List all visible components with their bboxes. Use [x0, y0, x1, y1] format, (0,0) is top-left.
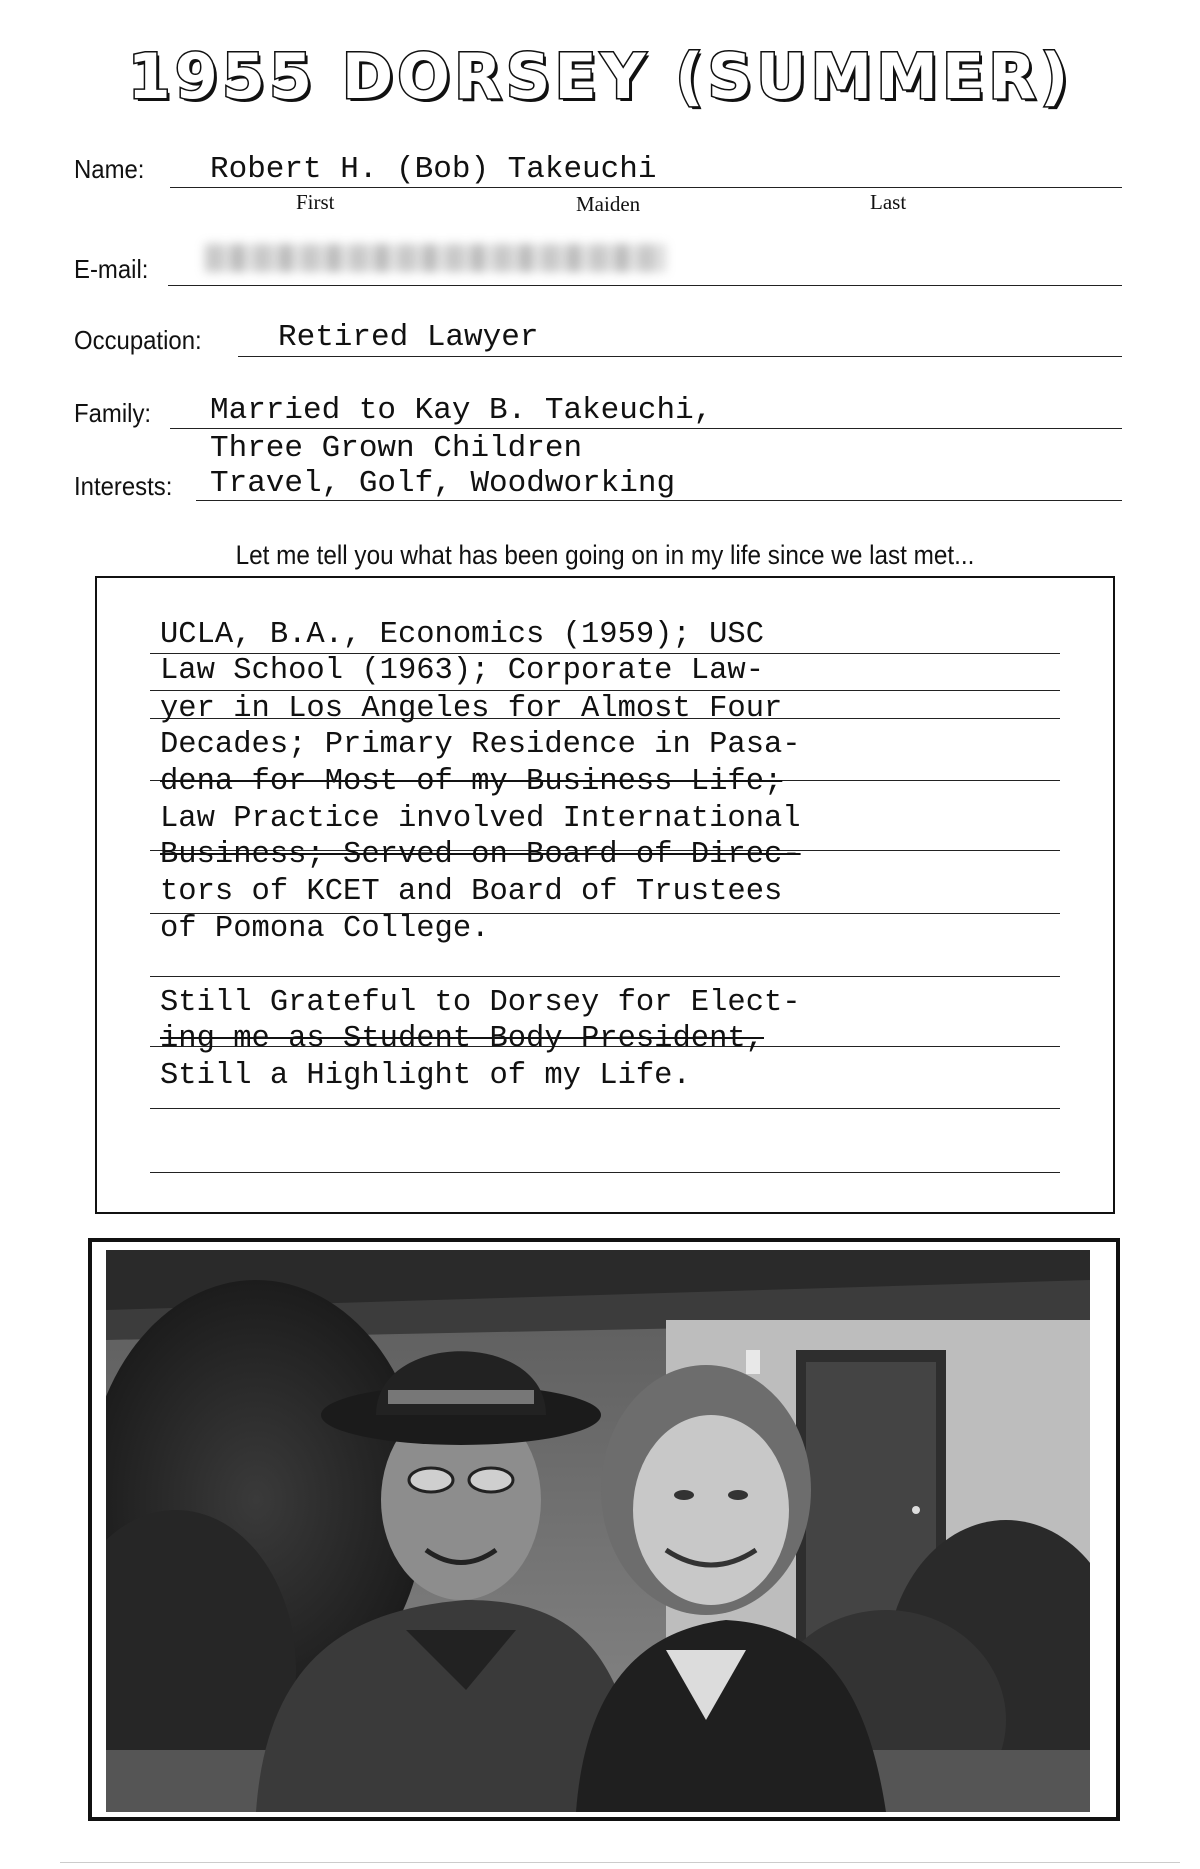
name-rule — [170, 187, 1122, 188]
page-title: 1955 DORSEY (SUMMER) — [127, 40, 1073, 113]
family-rule — [170, 428, 1122, 429]
occupation-rule — [238, 356, 1122, 357]
intro-text: Let me tell you what has been going on in my life since we last met... — [235, 540, 975, 570]
email-rule — [168, 285, 1122, 286]
first-caption: First — [296, 190, 335, 214]
maiden-caption: Maiden — [576, 192, 641, 216]
family-line-2: Three Grown Children — [210, 431, 583, 466]
story-line-9: of Pomona College. — [160, 912, 490, 946]
story-line-5: dena for Most of my Business Life; — [160, 765, 783, 799]
story-line-8: tors of KCET and Board of Trustees — [160, 875, 783, 909]
story-line-6: Law Practice involved International — [160, 802, 801, 836]
occupation-label: Occupation: — [74, 325, 202, 355]
story-line-1: UCLA, B.A., Economics (1959); USC — [160, 618, 764, 652]
email-label: E-mail: — [74, 254, 149, 284]
couple-photo — [106, 1250, 1090, 1812]
last-caption: Last — [870, 190, 907, 214]
story-line-12: Still a Highlight of my Life. — [160, 1059, 691, 1093]
story-line-4: Decades; Primary Residence in Pasa- — [160, 728, 801, 762]
family-line-1: Married to Kay B. Takeuchi, — [210, 393, 713, 428]
interests-value: Travel, Golf, Woodworking — [210, 466, 676, 501]
page-bottom-rule — [60, 1862, 1180, 1863]
redacted-email — [205, 244, 665, 272]
story-line-2: Law School (1963); Corporate Law- — [160, 654, 764, 688]
story-line-3: yer in Los Angeles for Almost Four — [160, 692, 783, 726]
name-value: Robert H. (Bob) Takeuchi — [210, 152, 657, 187]
interests-label: Interests: — [74, 471, 173, 501]
family-label: Family: — [74, 398, 152, 428]
story-line-11: ing me as Student Body President, — [160, 1022, 764, 1056]
story-line-7: Business; Served on Board of Direc- — [160, 838, 801, 872]
name-label: Name: — [74, 154, 145, 184]
occupation-value: Retired Lawyer — [278, 320, 539, 355]
story-line-10: Still Grateful to Dorsey for Elect- — [160, 986, 801, 1020]
